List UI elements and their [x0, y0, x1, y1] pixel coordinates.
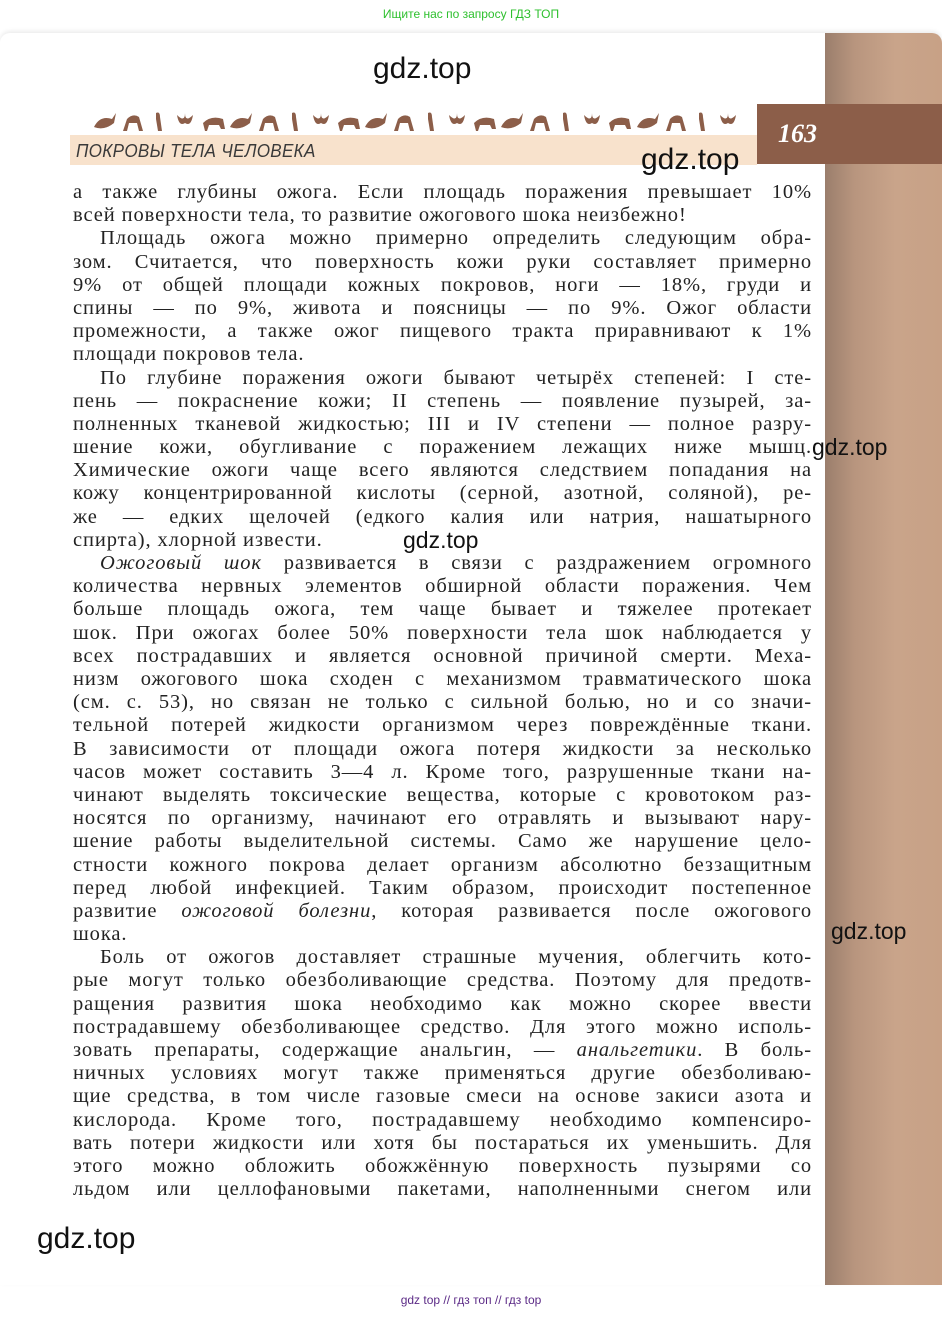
animal-silhouette-icon: [635, 109, 661, 133]
text-line: перед любой инфекцией. Таким образом, происходит постепенное: [73, 876, 812, 899]
text-line: площади покровов тела.: [73, 343, 305, 366]
text-line: кожу концентрированной кислоты (серной, азотной, соляной), ре-: [73, 482, 812, 505]
text-line: промежности, а также ожог пищевого тракта приравнивают к 1%: [73, 320, 812, 343]
animal-silhouette-icon: [309, 109, 335, 133]
text-line: спирта), хлорной извести.: [73, 528, 323, 551]
emphasized-term: Ожоговый шок: [100, 552, 262, 575]
text-segment: зовать препараты, содержащие анальгин, —: [73, 1039, 577, 1062]
text-line: носятся по организму, начинают его отравлять и вызывают нару-: [73, 807, 812, 830]
text-line: спины — по 9%, живота и поясницы — по 9%. Ожог области: [73, 296, 812, 319]
text-line: [73, 1038, 812, 1062]
text-line: кислорода. Кроме того, пострадавшему необходимо компенсиро-: [73, 1108, 812, 1131]
animal-silhouette-icon: [445, 109, 471, 133]
animal-silhouette-icon: [201, 109, 227, 133]
text-line: Химические ожоги чаще всего являются следствием попадания на: [73, 459, 812, 482]
text-line: же — едких щелочей (едкого калия или натрия, нашатырного: [73, 505, 812, 528]
text-segment: развитие: [73, 899, 182, 922]
text-line: ничных условиях могут также применяться другие обезболиваю-: [73, 1062, 812, 1085]
text-line: пень — покраснение кожи; II степень — появление пузырей, за-: [73, 389, 812, 412]
text-line: зом. Считается, что поверхность кожи руки составляет примерно: [73, 250, 812, 273]
animal-silhouette-icon: [146, 109, 172, 133]
animal-silhouette-icon: [553, 109, 579, 133]
section-title: ПОКРОВЫ ТЕЛА ЧЕЛОВЕКА: [76, 141, 316, 161]
animal-silhouette-icon: [119, 109, 145, 133]
text-line: стности кожного покрова делает организм абсолютно беззащитным: [73, 853, 812, 876]
text-line: а также глубины ожога. Если площадь поражения превышает 10%: [73, 181, 812, 203]
text-line: щие средства, в том числе газовые смеси на основе закиси азота и: [73, 1085, 812, 1108]
text-line: всей поверхности тела, то развитие ожогового шока неизбежно!: [73, 204, 687, 227]
text-line: льдом или целлофановыми пакетами, наполненными снегом или: [73, 1178, 812, 1201]
watermark: gdz.top: [403, 527, 479, 553]
watermark: gdz.top: [812, 434, 888, 460]
text-line: [100, 551, 812, 575]
animal-silhouette-icon: [689, 109, 715, 133]
animal-silhouette-icon: [336, 109, 362, 133]
text-segment: , которая развивается после ожогового: [371, 899, 812, 922]
watermark: gdz.top: [641, 143, 740, 176]
animal-silhouette-icon: [228, 109, 254, 133]
animal-silhouette-icon: [390, 109, 416, 133]
watermark: gdz.top: [373, 52, 472, 85]
text-line: шение кожи, обугливание с поражением лежащих ниже мышц.: [73, 436, 812, 459]
text-line: [73, 899, 812, 923]
text-line: чинают выделять токсические вещества, которые с кровотоком раз-: [73, 783, 812, 806]
animal-silhouette-icon: [418, 109, 444, 133]
page-edge-strip: [825, 33, 942, 1285]
text-line: (см. с. 53), но связан не только с сильной болью, но и со значи-: [73, 691, 812, 714]
text-line: 9% от общей площади кожных покровов, ноги — 18%, груди и: [73, 273, 812, 296]
animal-silhouette-icon: [363, 109, 389, 133]
text-line: Площадь ожога можно примерно определить следующим обра-: [100, 227, 812, 250]
text-line: часов может составить 3—4 л. Кроме того, разрушенные ткани на-: [73, 760, 812, 783]
search-hint: Ищите нас по запросу ГДЗ ТОП: [382, 7, 560, 21]
emphasized-term: анальгетики: [576, 1039, 698, 1062]
animal-silhouette-icon: [526, 109, 552, 133]
text-line: тельной потерей жидкости организмом через повреждённые ткани.: [73, 714, 812, 737]
text-line: В зависимости от площади ожога потеря жидкости за несколько: [73, 737, 812, 760]
textbook-page: [0, 33, 942, 1285]
text-line: всех пострадавших и является основной причиной смерти. Меха-: [73, 644, 812, 667]
page-number: 163: [778, 119, 817, 148]
animal-silhouette-icon: [580, 109, 606, 133]
animal-silhouette-icon: [472, 109, 498, 133]
watermark: gdz.top: [37, 1222, 136, 1255]
animal-silhouette-icon: [716, 109, 742, 133]
text-line: полненных тканевой жидкостью; III и IV степени — полное разру-: [73, 412, 812, 435]
text-line: Боль от ожогов доставляет страшные мучения, облегчить кото-: [100, 946, 812, 969]
text-line: ращения развития шока необходимо как можно скорее ввести: [73, 992, 812, 1015]
animal-silhouette-icon: [662, 109, 688, 133]
animal-silhouette-icon: [499, 109, 525, 133]
watermark: gdz.top: [831, 918, 907, 944]
animal-silhouette-icon: [607, 109, 633, 133]
footer-links: gdz top // гдз топ // гдз top: [400, 1293, 542, 1307]
text-segment: . В боль-: [697, 1039, 812, 1062]
text-line: больше площадь ожога, тем чаще бывает и тяжелее протекает: [73, 598, 812, 621]
text-line: шение работы выделительной системы. Само же нарушение цело-: [73, 830, 812, 853]
text-line: пострадавшему обезболивающее средство. Для этого можно исполь-: [73, 1015, 812, 1038]
animal-silhouettes-ornament: [92, 105, 742, 133]
text-line: количества нервных элементов обширной области поражения. Чем: [73, 575, 812, 598]
text-segment: развивается в связи с раздражением огромного: [261, 552, 812, 575]
animal-silhouette-icon: [282, 109, 308, 133]
emphasized-term: ожоговой болезни: [181, 899, 372, 922]
text-line: этого можно обложить обожжённую поверхность пузырями со: [73, 1154, 812, 1177]
text-line: вать потери жидкости или хотя бы постараться их уменьшить. Для: [73, 1131, 812, 1154]
text-line: По глубине поражения ожоги бывают четырёх степеней: I сте-: [100, 366, 812, 389]
text-line: шок. При ожогах более 50% поверхности тела шок наблюдается у: [73, 621, 812, 644]
animal-silhouette-icon: [255, 109, 281, 133]
animal-silhouette-icon: [173, 109, 199, 133]
text-line: рые могут только обезболивающие средства. Поэтому для предотв-: [73, 969, 812, 992]
text-line: шока.: [73, 923, 128, 946]
animal-silhouette-icon: [92, 109, 118, 133]
text-line: низм ожогового шока сходен с механизмом травматического шока: [73, 667, 812, 690]
